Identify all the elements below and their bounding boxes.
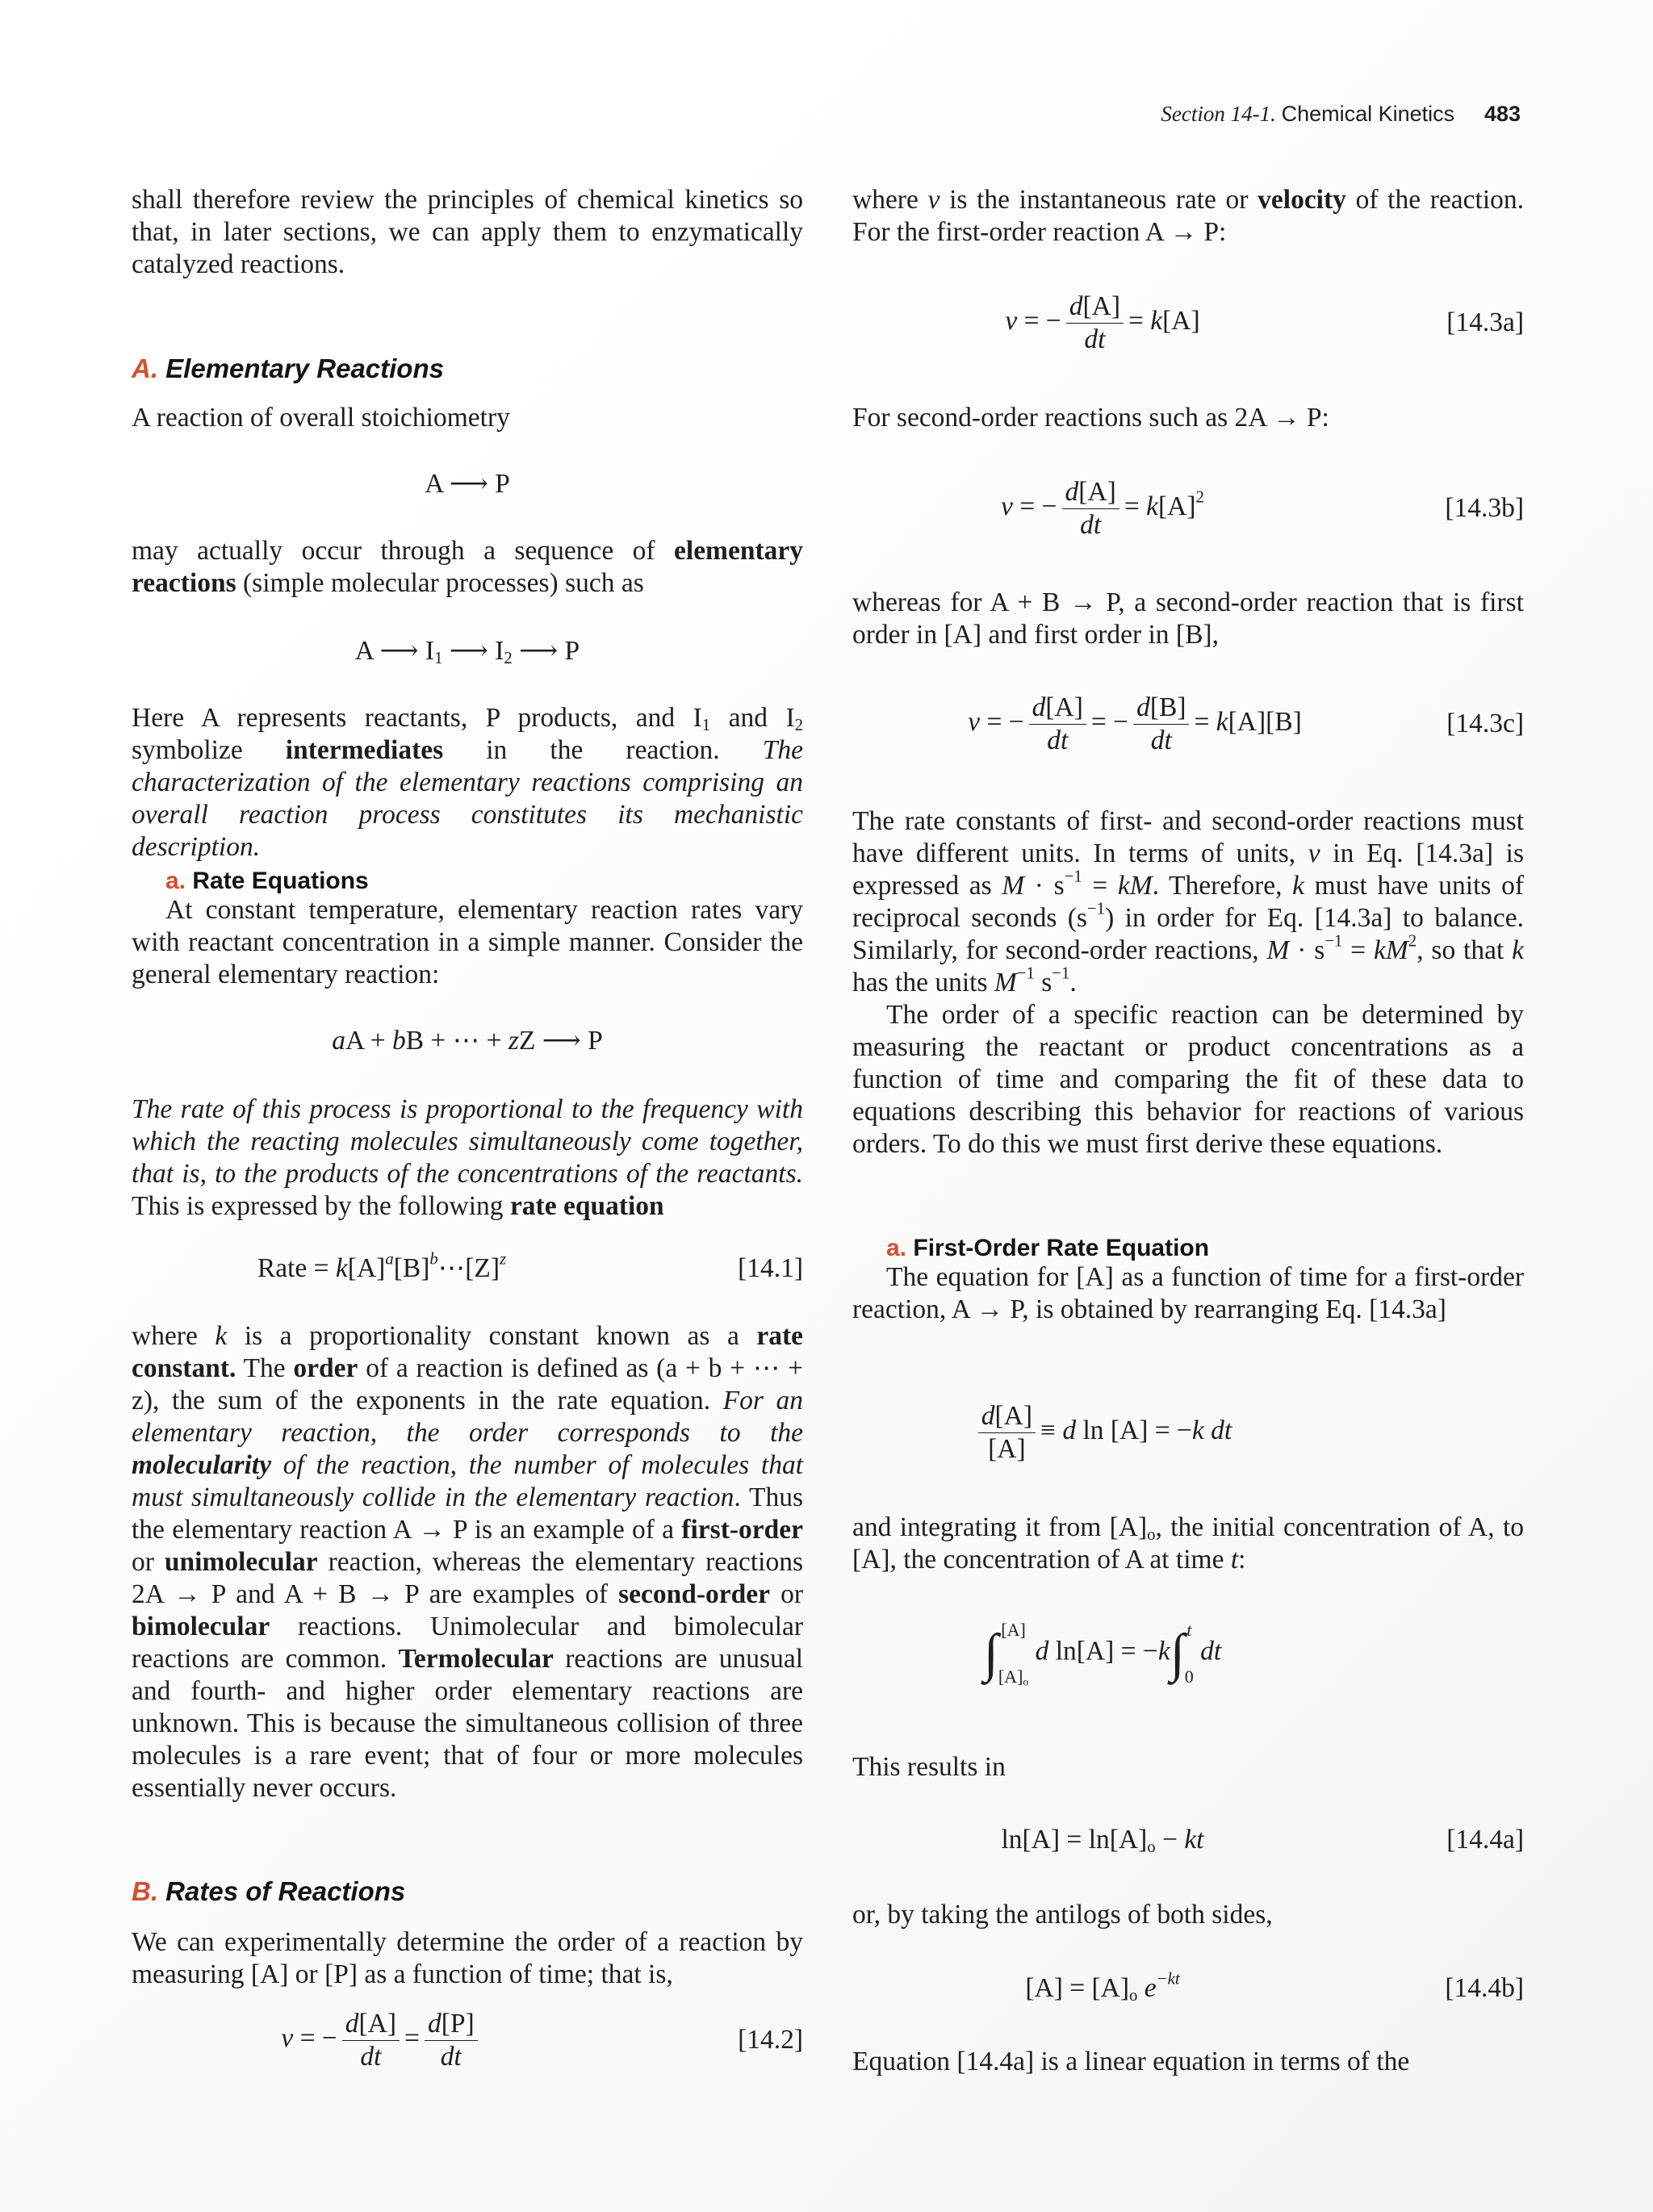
equation-14-3c (852, 692, 1524, 756)
text-run: , the initial concentration of A, to [A], the concentration of A at time (852, 1512, 1524, 1574)
integrating-paragraph (852, 1512, 1524, 1576)
section-title: Chemical Kinetics (1281, 102, 1455, 126)
equation-14-4b (852, 1969, 1524, 2008)
heading-b (132, 1875, 803, 1908)
equation-integral (852, 1620, 1524, 1709)
term-rate-equation: rate equation (509, 1191, 664, 1221)
text-run: reaction, whereas the elementary reactions 2A → P and A + B → P are examples of (132, 1547, 803, 1609)
equation-14-3b (852, 476, 1524, 541)
text-run: : (1238, 1545, 1246, 1574)
equation-integral-body: ∫ [A] $[A]_o$ d ln[A] = −k∫ t 0 dt (983, 1620, 1222, 1688)
text-run: reactions. Unimolecular and bimolecular reactions are common. (132, 1612, 804, 1674)
text-run: reactions are unusual and fourth- and higher order elementary reactions are unknown. This is because the simultaneous collision of three molecules is a rare event; that of four or more molecules essentially never occurs. (132, 1644, 804, 1803)
equation-14-3c-body: v = − $\frac{d[A]}{dt}$ = − $\frac{d[B]}{dt}$ = k[A][B] (968, 692, 1302, 755)
italic-run: The rate of this process is proportional to the frequency with which the reacting molecules simultaneously come together, that is, to the products of the concentrations of the reactants. (132, 1094, 803, 1189)
equation-14-1-body: Rate = $k[A]^a[B]^b\cdots[Z]^z$ (257, 1249, 507, 1283)
heading-b-title: Rates of Reactions (165, 1876, 406, 1906)
equation-14-1 (132, 1249, 803, 1288)
velocity-paragraph (852, 184, 1524, 249)
results-paragraph: This results in (852, 1752, 1006, 1782)
equation-14-3a-body: v = − $\frac{d[A]}{dt}$ = k[A] (1005, 291, 1200, 354)
subheading-letter: a. (165, 868, 186, 894)
equation-14-3a (852, 291, 1524, 355)
overall-paragraph: A reaction of overall stoichiometry (132, 403, 510, 433)
subheading-letter: a. (886, 1235, 907, 1261)
term-bimolecular: bimolecular (132, 1612, 270, 1641)
second-order-paragraph: For second-order reactions such as 2A → P: (852, 403, 1329, 433)
italic-run: For an elementary reaction, the order corresponds to the (132, 1386, 804, 1448)
text-run: in Eq. [14.3a] is expressed as (852, 838, 1525, 901)
text-run: of a reaction is defined as (a + b + ⋯ + z), the sum of the exponents in the rate equation. (132, 1353, 804, 1415)
text-run: so that (1431, 935, 1504, 965)
subheading-rate-equations (165, 865, 837, 897)
term-termolecular: Termolecular (398, 1644, 554, 1674)
text-run: symbolize (132, 735, 243, 765)
display-general-reaction: aA + bB + ⋯ + zZ ⟶ P (332, 1026, 603, 1056)
equation-rearranged-body: $\frac{d[A]}{[A]}$ ≡ d ln [A] = −k dt (852, 1400, 1353, 1466)
text-run: Here A represents reactants, P products, and I (132, 703, 702, 733)
term-elementary-reactions: elementary reactions (132, 536, 803, 598)
heading-a-title: Elementary Reactions (165, 353, 444, 383)
experimental-paragraph: We can experimentally determine the order of a reaction by measuring [A] or [P] as a function of time; that is, (132, 1927, 803, 1989)
section-label: Section 14-1. (1161, 102, 1276, 126)
text-run: may actually occur through a sequence of (132, 536, 655, 566)
var-k: k (1292, 871, 1305, 901)
term-second-order: second-order (618, 1579, 771, 1609)
text-run: must have units of reciprocal seconds (s (852, 871, 1524, 933)
equation-14-4a-number: [14.4a] (1446, 1825, 1524, 1854)
subheading-first-order (886, 1232, 1558, 1265)
units-paragraph: The rate constants of first- and second-order reactions must have different units. In terms of units, v in Eq. [14.3a] is expressed as $M \cdot s^{-1}$ = kM. Therefore, k must have units of reciprocal seconds $(s^{-1})$ in order for Eq. [14.3a] to balance. Similarly, for second-order reactions, $M \cdot s^{-1} = kM^2$, so that k has the units $M^{-1}$ $s^{-1}$. (852, 806, 1525, 997)
equation-14-2-body: v = − $\frac{d[A]}{dt}$ = $\frac{d[P]}{dt}$ (132, 2008, 632, 2073)
text-run: This is expressed by the following (132, 1191, 504, 1221)
equation-14-3a-number: [14.3a] (1446, 307, 1524, 337)
rate-paragraph (132, 1093, 803, 1223)
equation-rearranged (852, 1400, 1524, 1465)
page-number: 483 (1484, 102, 1521, 126)
display-overall-reaction: A ⟶ P (425, 469, 510, 499)
heading-a-letter: A. (132, 353, 158, 383)
text-run: or (780, 1579, 804, 1609)
constant-temperature-paragraph: At constant temperature, elementary reaction rates vary with reactant concentration in a simple manner. Consider the general elementary reaction: (132, 895, 803, 989)
order-determination-paragraph: The order of a specific reaction can be determined by measuring the reactant or product concentrations as a function of time and comparing the fit of these data to equations describing this behavior for reactions of various orders. To do this we must first derive these equations. (852, 1000, 1524, 1159)
elementary-paragraph (132, 535, 803, 600)
text-run: ) in order for Eq. [14.3a] to balance. Similarly, for second-order reactions, (852, 903, 1524, 965)
heading-a (132, 353, 803, 385)
equation-14-1-number: [14.1] (738, 1253, 803, 1283)
equation-14-4b-body: $[A] = [A]_o$ $e^{-kt}$ (1025, 1969, 1180, 2005)
subheading-title: Rate Equations (192, 868, 369, 894)
text-run: is the instantaneous rate or (949, 185, 1249, 215)
running-header (1161, 102, 1521, 127)
term-order: order (293, 1353, 358, 1383)
text-run: The (243, 1353, 286, 1383)
seq-sub: 1 (434, 649, 443, 668)
text-run: and integrating it from [A] (852, 1512, 1148, 1542)
text-run: where (852, 185, 919, 215)
seq-part: ⟶ I (442, 636, 504, 666)
seq-part: ⟶ P (512, 636, 580, 666)
var-t: t (1230, 1545, 1239, 1574)
heading-b-letter: B. (132, 1876, 158, 1906)
seq-part: A ⟶ I (354, 636, 435, 666)
text-run: . Thus the elementary reaction A → P is an example of a (132, 1482, 803, 1545)
term-first-order: first-order (681, 1515, 804, 1545)
seq-sub: 2 (504, 649, 513, 668)
equation-14-2 (132, 2008, 803, 2072)
equation-14-3c-number: [14.3c] (1446, 709, 1524, 738)
intro-paragraph: shall therefore review the principles of chemical kinetics so that, in later sections, we can apply them to enzymatically catalyzed reactions. (132, 185, 803, 279)
term-unimolecular: unimolecular (164, 1547, 318, 1577)
text-run: The rate constants of first- and second-order reactions must have different units. In terms of units, (852, 806, 1524, 868)
italic-run: The characterization of the elementary reactions comprising an overall reaction process constitutes its mechanistic description. (132, 735, 804, 862)
display-reaction-sequence (132, 635, 803, 667)
term-velocity: velocity (1258, 185, 1346, 215)
term-intermediates: intermediates (285, 735, 444, 765)
text-run: has the units (852, 968, 988, 997)
var-v: v (1308, 838, 1320, 868)
text-run: is a proportionality constant known as a (244, 1321, 739, 1351)
intermediates-paragraph (132, 702, 803, 863)
term-rate-constant: rate constant. (132, 1321, 804, 1383)
text-run: where (132, 1321, 198, 1351)
equation-14-4a-body: $\ln[A] = \ln[A]_o$ − kt (1001, 1825, 1204, 1857)
equation-14-3b-body: v = − $\frac{d[A]}{dt}$ = $k[A]^2$ (1001, 477, 1204, 540)
antilog-paragraph: or, by taking the antilogs of both sides, (852, 1900, 1273, 1930)
text-run: in the reaction. (486, 735, 720, 765)
subheading-title: First-Order Rate Equation (913, 1235, 1210, 1261)
text-run: Therefore, (1169, 871, 1283, 901)
var-k: k (215, 1321, 228, 1351)
equation-14-3b-number: [14.3b] (1445, 493, 1524, 523)
subscript: 1 (701, 716, 711, 735)
subscript: 2 (794, 716, 803, 735)
equation-14-4b-number: [14.4b] (1445, 1973, 1524, 2003)
whereas-paragraph: whereas for A + B → P, a second-order reaction that is first order in [A] and first order in [B], (852, 587, 1524, 650)
equation-14-2-number: [14.2] (738, 2025, 803, 2055)
var-v: v (927, 185, 940, 215)
rate-constant-paragraph (132, 1320, 803, 1804)
text-run: of the reaction. For the first-order reaction A → P: (852, 185, 1524, 247)
italic-run: of the reaction, the number of molecules that must simultaneously collide in the elementary reaction (132, 1450, 804, 1512)
linear-equation-paragraph: Equation [14.4a] is a linear equation in terms of the (852, 2047, 1410, 2076)
text-run: (simple molecular processes) such as (243, 568, 644, 598)
first-order-paragraph: The equation for [A] as a function of time for a first-order reaction, A → P, is obtained by rearranging Eq. [14.3a] (852, 1262, 1524, 1324)
equation-14-4a (852, 1824, 1524, 1859)
text-run: and I (710, 703, 795, 733)
subscript: o (1147, 1525, 1156, 1545)
term-molecularity: molecularity (132, 1450, 272, 1480)
text-run: or (132, 1547, 154, 1577)
